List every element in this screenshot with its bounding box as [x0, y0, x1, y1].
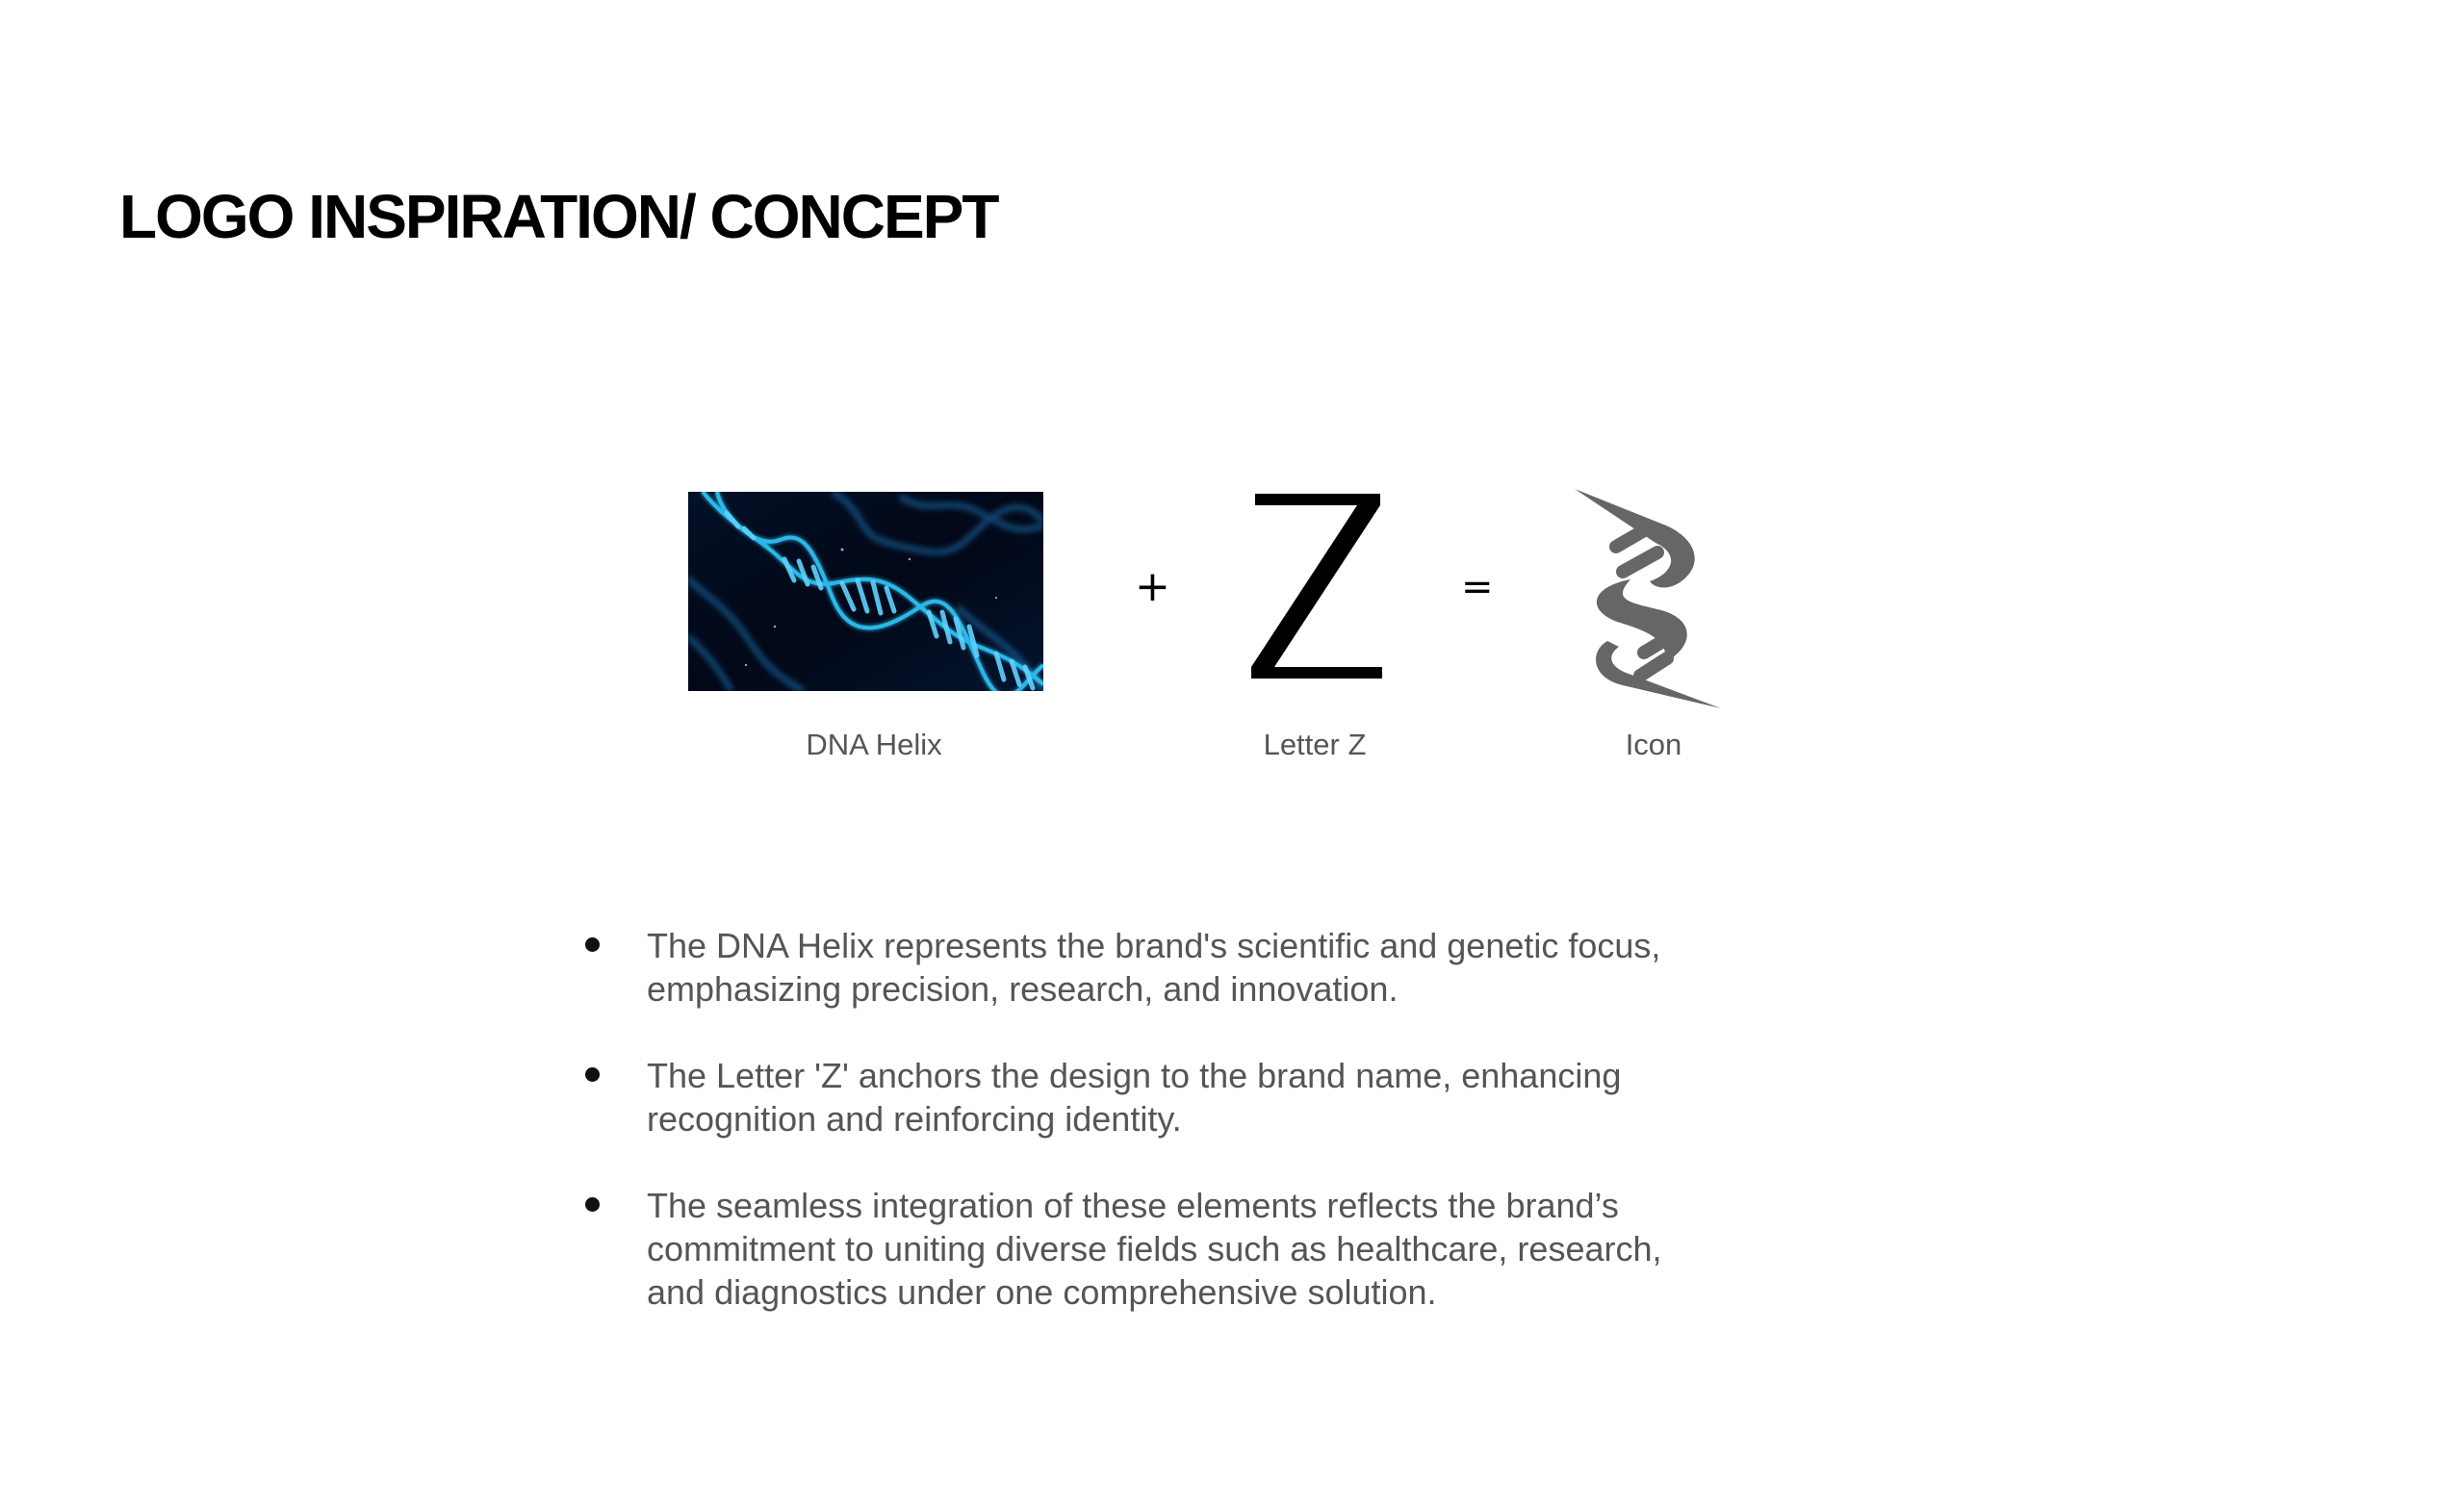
caption-icon: Icon [1625, 728, 1682, 761]
bullet-text: The Letter 'Z' anchors the design to the brand name, enhancing recognition and reinforcing identity. [647, 1056, 1622, 1139]
caption-dna-helix: DNA Helix [806, 728, 942, 761]
letter-z-glyph [1247, 486, 1388, 682]
list-item [581, 924, 1736, 1011]
bullet-icon [585, 937, 600, 952]
bullet-icon [585, 1197, 600, 1212]
bullet-icon [585, 1067, 600, 1082]
slide-title: LOGO INSPIRATION/ CONCEPT [119, 182, 998, 251]
concept-bullet-list [581, 924, 1736, 1357]
caption-letter-z: Letter Z [1263, 728, 1367, 761]
equals-symbol: = [1461, 565, 1494, 609]
list-item [581, 1184, 1736, 1314]
dna-helix-photo [688, 492, 1043, 691]
list-item [581, 1054, 1736, 1140]
bullet-text: The seamless integration of these elements reflects the brand’s commitment to uniting diverse fields such as healthcare, research, and diagnostics under one comprehensive solution. [647, 1186, 1662, 1312]
bullet-text: The DNA Helix represents the brand's scientific and genetic focus, emphasizing precision, research, and innovation. [647, 926, 1661, 1009]
dna-z-logo-icon [1573, 487, 1723, 710]
plus-symbol: + [1135, 562, 1170, 611]
